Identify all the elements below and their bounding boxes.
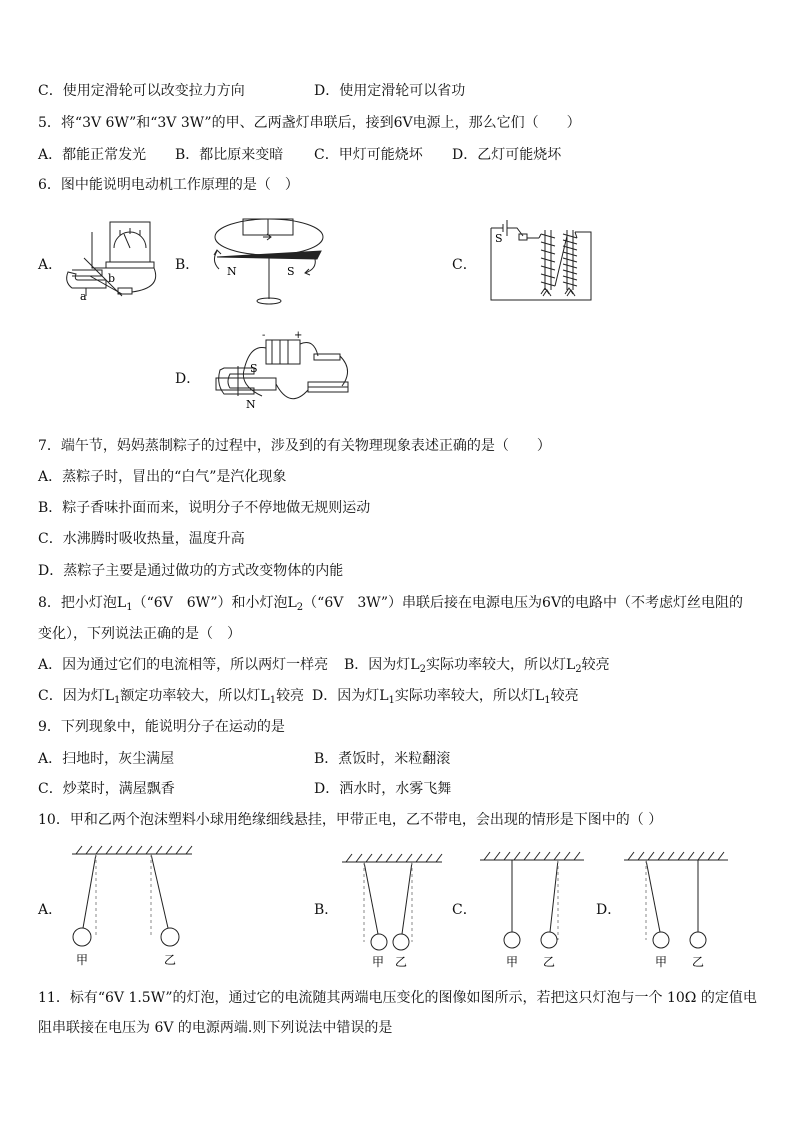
q8-option-c: C．因为灯$L_1$额定功率较大，所以灯$L_1$较亮	[38, 688, 305, 706]
q7-stem: 7．端午节，妈妈蒸制粽子的过程中，涉及到的有关物理现象表述正确的是（ ）	[38, 438, 551, 454]
q5-stem: 5．将“3V 6W”和“3V 3W”的甲、乙两盏灯串联后，接到6V电源上，那么它们（ ）	[38, 115, 581, 131]
q10-label-a: A．	[38, 902, 63, 918]
q7-option-b: B．粽子香味扑面而来，说明分子不停地做无规则运动	[38, 500, 371, 516]
q9-option-c: C．炒菜时，满屋飘香	[38, 781, 175, 797]
q11-line1: 11．标有“6V 1.5W”的灯泡，通过它的电流随其两端电压变化的图像如图所示，若把这只灯泡与一个 10Ω 的定值电	[38, 990, 757, 1006]
q10-figure-b	[342, 852, 442, 972]
q5-option-d: D．乙灯可能烧坏	[452, 147, 562, 163]
q6-figure-c-electromagnets	[487, 218, 595, 304]
q10-d-ball-jia: 甲	[655, 955, 668, 969]
q6-figure-a-galvanometer	[62, 218, 172, 308]
q9-option-b: B．煮饭时，米粒翻滚	[314, 751, 451, 767]
q6-label-d: D．	[175, 371, 201, 387]
q6-fig-b-label-s: S	[287, 265, 295, 278]
q6-label-b: B．	[175, 257, 200, 273]
q8-stem-line1: 8．把小灯泡$L_1(“6V$ 6W”）和小灯泡$L_2(“6V$ 3W”）串联后接在电源电压为6V的电路中（不考虑灯丝电阻的	[38, 595, 744, 613]
q6-figure-d-rail-motor	[210, 330, 360, 416]
q10-stem: 10．甲和乙两个泡沫塑料小球用绝缘细线悬挂，甲带正电，乙不带电，会出现的情形是下图中的（ ）	[38, 812, 663, 828]
q6-fig-d-label-s: S	[250, 362, 258, 375]
q10-a-ball-yi: 乙	[164, 953, 177, 967]
q6-fig-a-label-a: a	[80, 290, 87, 303]
q6-fig-d-plus: +	[294, 330, 303, 341]
q5-option-b: B．都比原来变暗	[175, 147, 284, 163]
q9-stem: 9．下列现象中，能说明分子在运动的是	[38, 719, 285, 735]
q7-option-c: C．水沸腾时吸收热量，温度升高	[38, 531, 245, 547]
q7-option-a: A．蒸粽子时，冒出的“白气”是汽化现象	[38, 469, 287, 485]
q10-label-b: B．	[314, 902, 339, 918]
q6-stem: 6．图中能说明电动机工作原理的是（ ）	[38, 177, 299, 193]
q6-fig-c-label-s: S	[495, 232, 503, 245]
q10-figure-c	[480, 846, 584, 972]
q4-option-d: D．使用定滑轮可以省功	[314, 83, 466, 99]
q11-line2: 阻串联接在电压为 6V 的电源两端.则下列说法中错误的是	[38, 1020, 393, 1036]
q8-option-a: A．因为通过它们的电流相等，所以两灯一样亮	[38, 657, 329, 673]
q10-b-ball-jia: 甲	[372, 955, 385, 969]
q6-figure-b-compass	[205, 215, 325, 315]
q7-option-d: D．蒸粽子主要是通过做功的方式改变物体的内能	[38, 563, 344, 579]
q10-label-c: C．	[452, 902, 477, 918]
q8-stem-line2: 变化），下列说法正确的是（ ）	[38, 626, 241, 642]
q10-label-d: D．	[596, 902, 622, 918]
q4-option-c: C．使用定滑轮可以改变拉力方向	[38, 83, 245, 99]
q9-option-d: D．洒水时，水雾飞舞	[314, 781, 452, 797]
q10-figure-d	[624, 846, 728, 972]
q6-fig-a-label-b: b	[108, 272, 116, 285]
q9-option-a: A．扫地时，灰尘满屋	[38, 751, 175, 767]
q10-a-ball-jia: 甲	[76, 953, 89, 967]
q6-fig-d-label-n: N	[246, 398, 256, 411]
q8-option-b: B．因为灯$L_2$实际功率较大，所以灯$L_2$较亮	[344, 657, 610, 675]
q10-d-ball-yi: 乙	[692, 955, 705, 969]
q6-fig-b-label-n: N	[227, 265, 237, 278]
q8-option-d: D．因为灯$L_1$实际功率较大，所以灯$L_1$较亮	[312, 688, 579, 706]
q10-c-ball-yi: 乙	[543, 955, 556, 969]
q6-fig-d-minus: -	[262, 330, 266, 341]
q10-figure-a	[72, 846, 192, 970]
q10-c-ball-jia: 甲	[506, 955, 519, 969]
q10-b-ball-yi: 乙	[395, 955, 408, 969]
q5-option-a: A．都能正常发光	[38, 147, 147, 163]
q6-label-c: C．	[452, 257, 477, 273]
q5-option-c: C．甲灯可能烧坏	[314, 147, 423, 163]
q6-label-a: A．	[38, 257, 63, 273]
